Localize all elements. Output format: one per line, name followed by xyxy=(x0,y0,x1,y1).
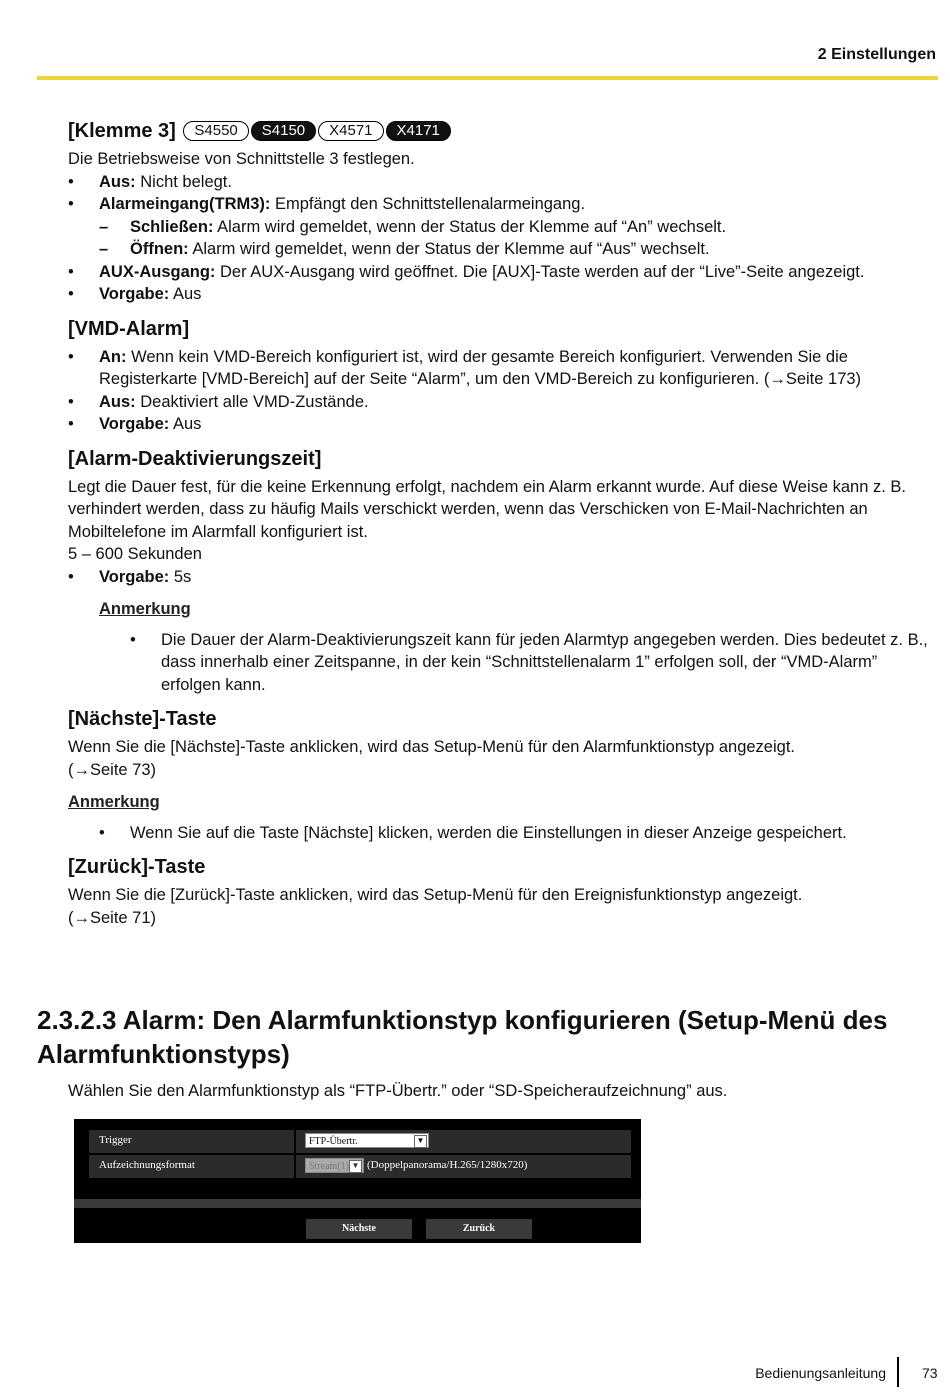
section-zurueck xyxy=(68,854,940,929)
section-klemme xyxy=(68,118,940,306)
list-item: • Vorgabe: Aus xyxy=(68,283,940,306)
deakt-range: 5 – 600 Sekunden xyxy=(68,545,202,563)
model-badge: S4550 xyxy=(183,121,248,141)
divider xyxy=(74,1199,641,1208)
zurueck-heading: [Zurück]-Taste xyxy=(68,856,206,878)
zurueck-text: Wenn Sie die [Zurück]-Taste anklicken, wird das Setup-Menü für den Ereignisfunktionstyp angezeigt. xyxy=(68,886,803,904)
format-label: Aufzeichnungsformat xyxy=(99,1159,195,1171)
trigger-select[interactable]: FTP-Übertr. ▼ xyxy=(305,1133,429,1148)
deakt-heading: [Alarm-Deaktivierungszeit] xyxy=(68,447,322,470)
list-item: – Öffnen: Alarm wird gemeldet, wenn der Status der Klemme auf “Aus” wechselt. xyxy=(68,238,940,261)
deakt-text: Legt die Dauer fest, für die keine Erkennung erfolgt, nachdem ein Alarm erkannt wurde. Auf diese Weise kann z. B. verhindert werden, dass zu häufig Mails verschickt werden, wenn das Verschicken von E-Mail-Nachrichten an Mobiltelefone im Alarmfall konfiguriert ist. xyxy=(68,477,907,541)
setup-screenshot xyxy=(74,1119,641,1243)
section-title: 2.3.2.3 Alarm: Den Alarmfunktionstyp konfigurieren (Setup-Menü des Alarmfunktionstyps) xyxy=(37,1005,888,1069)
footer-manual: Bedienungsanleitung xyxy=(755,1365,886,1381)
model-badge: X4171 xyxy=(386,121,451,141)
chevron-down-icon: ▼ xyxy=(349,1160,362,1173)
format-row xyxy=(89,1155,631,1178)
list-item: • Vorgabe: Aus xyxy=(68,413,940,436)
list-item: • Vorgabe: 5s xyxy=(68,566,940,589)
page-reference: (→Seite 71) xyxy=(68,908,157,927)
page-number: 73 xyxy=(922,1365,938,1381)
list-item: • Alarmeingang(TRM3): Empfängt den Schnittstellenalarmeingang. xyxy=(68,193,940,216)
note-item: • Wenn Sie auf die Taste [Nächste] klicken, werden die Einstellungen in dieser Anzeige gespeichert. xyxy=(68,822,940,845)
content xyxy=(68,118,940,939)
model-badge: S4150 xyxy=(251,121,316,141)
note-title: Anmerkung xyxy=(99,600,191,618)
chevron-down-icon: ▼ xyxy=(414,1135,427,1148)
header-rule xyxy=(37,76,938,80)
section-naechste xyxy=(68,706,940,844)
section-intro: Wählen Sie den Alarmfunktionstyp als “FTP-Übertr.” oder “SD-Speicheraufzeichnung” aus. xyxy=(68,1082,728,1100)
list-item: – Schließen: Alarm wird gemeldet, wenn der Status der Klemme auf “An” wechselt. xyxy=(68,216,940,239)
list-item: • Aus: Nicht belegt. xyxy=(68,171,940,194)
format-desc: (Doppelpanorama/H.265/1280x720) xyxy=(367,1159,528,1171)
section-deakt xyxy=(68,446,940,697)
chapter-header: 2 Einstellungen xyxy=(817,46,936,63)
trigger-row xyxy=(89,1130,631,1153)
list-item: • Aus: Deaktiviert alle VMD-Zustände. xyxy=(68,391,940,414)
vmd-heading: [VMD-Alarm] xyxy=(68,317,190,340)
klemme-list xyxy=(68,171,940,306)
next-button[interactable]: Nächste xyxy=(306,1219,412,1239)
klemme-intro: Die Betriebsweise von Schnittstelle 3 festlegen. xyxy=(68,150,415,168)
trigger-label: Trigger xyxy=(99,1134,132,1146)
note-item: • Die Dauer der Alarm-Deaktivierungszeit kann für jeden Alarmtyp angegeben werden. Dies bedeutet z. B., dass innerhalb einer Zeitspanne, in der kein “Schnittstellenalarm 1” erfolgen soll, der “VMD-Alarm” erfolgen kann. xyxy=(99,629,940,697)
list-item: • An: Wenn kein VMD-Bereich konfiguriert ist, wird der gesamte Bereich konfiguriert. Verwenden Sie die Registerkarte [VMD-Bereich] auf der Seite “Alarm”, um den VMD-Bereich zu konfigurieren. (→Seite 173) xyxy=(68,346,940,391)
format-select[interactable]: Stream(1) ▼ xyxy=(305,1158,364,1173)
note-title: Anmerkung xyxy=(68,793,160,811)
note-box xyxy=(99,598,940,696)
naechste-text: Wenn Sie die [Nächste]-Taste anklicken, wird das Setup-Menü für den Alarmfunktionstyp angezeigt. xyxy=(68,738,795,756)
list-item: • AUX-Ausgang: Der AUX-Ausgang wird geöffnet. Die [AUX]-Taste werden auf der “Live”-Seite angezeigt. xyxy=(68,261,940,284)
back-button[interactable]: Zurück xyxy=(426,1219,532,1239)
model-badge: X4571 xyxy=(318,121,383,141)
klemme-title: [Klemme 3] xyxy=(68,120,176,142)
klemme-heading xyxy=(68,118,940,144)
page-reference: (→Seite 73) xyxy=(68,760,157,779)
footer-divider xyxy=(897,1357,899,1387)
vmd-list xyxy=(68,346,940,436)
section-vmd xyxy=(68,316,940,436)
naechste-heading: [Nächste]-Taste xyxy=(68,708,217,730)
note-box xyxy=(68,791,940,844)
